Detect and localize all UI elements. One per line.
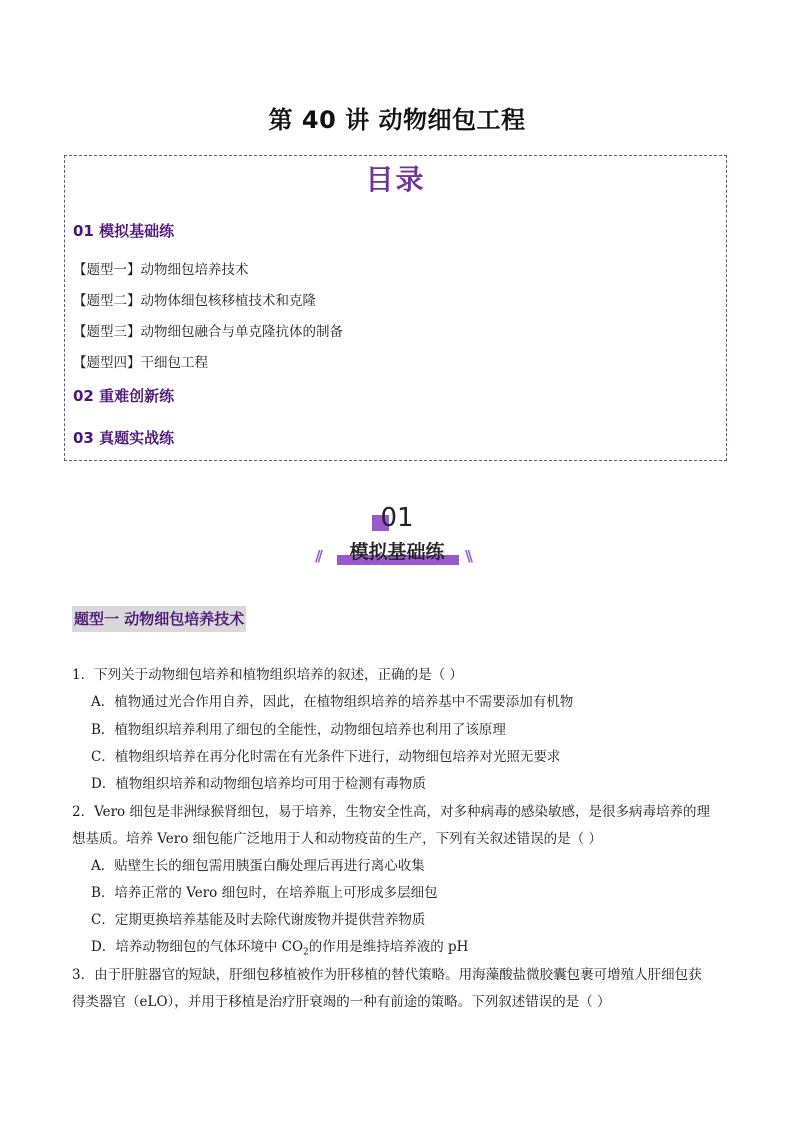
question-2-option-b: B．培养正常的 Vero 细包时，在培养瓶上可形成多层细包 xyxy=(91,885,438,901)
banner-slash-right: \\ xyxy=(465,547,470,565)
table-of-contents xyxy=(64,155,727,461)
question-3-stem-line-2: 得类器官（eLO），并用于移植是治疗肝衰竭的一种有前途的策略。下列叙述错误的是（ ） xyxy=(72,994,611,1010)
question-1-option-b: B．植物组织培养利用了细包的全能性，动物细包培养也利用了该原理 xyxy=(91,722,506,738)
topic-label: 题型一 动物细包培养技术 xyxy=(72,606,246,632)
toc-section-1[interactable]: 01 模拟基础练 xyxy=(73,222,175,240)
question-1-option-a: A．植物通过光合作用自养，因此，在植物组织培养的培养基中不需要添加有机物 xyxy=(91,694,574,710)
question-1-stem: 1．下列关于动物细包培养和植物组织培养的叙述，正确的是（ ） xyxy=(72,667,463,683)
banner-number: 01 xyxy=(380,503,414,533)
question-3-stem-line-1: 3．由于肝脏器官的短缺，肝细包移植被作为肝移植的替代策略。用海藻酸盐微胶囊包裹可增殖人肝细包获 xyxy=(72,967,702,983)
question-1-option-c: C．植物组织培养在再分化时需在有光条件下进行，动物细包培养对光照无要求 xyxy=(91,749,561,765)
question-2-stem-line-2: 想基质。培养 Vero 细包能广泛地用于人和动物疫苗的生产，下列有关叙述错误的是（ ） xyxy=(72,831,602,847)
toc-subitem-1[interactable]: 【题型一】动物细包培养技术 xyxy=(73,262,249,278)
question-2-option-d-suffix: 的作用是维持培养液的 pH xyxy=(308,939,469,955)
question-1-option-d: D．植物组织培养和动物细包培养均可用于检测有毒物质 xyxy=(91,776,426,792)
toc-subitem-3[interactable]: 【题型三】动物细包融合与单克隆抗体的制备 xyxy=(73,324,343,340)
toc-section-3[interactable]: 03 真题实战练 xyxy=(73,429,175,447)
question-2-option-d xyxy=(91,935,468,958)
toc-section-2[interactable]: 02 重难创新练 xyxy=(73,387,175,405)
banner-slash-left: // xyxy=(315,547,320,565)
section-banner xyxy=(297,503,497,573)
toc-heading: 目录 xyxy=(365,163,426,196)
page-title: 第 40 讲 动物细包工程 xyxy=(268,106,526,134)
question-2-stem-line-1: 2．Vero 细包是非洲绿猴肾细包，易于培养，生物安全性高，对多种病毒的感染敏感，是很多病毒培养的理 xyxy=(72,804,710,820)
toc-subitem-2[interactable]: 【题型二】动物体细包核移植技术和克隆 xyxy=(73,293,316,309)
co2-subscript: 2 xyxy=(303,947,309,958)
toc-subitem-4[interactable]: 【题型四】干细包工程 xyxy=(73,355,208,371)
question-2-option-d-prefix: D．培养动物细包的气体环境中 CO xyxy=(91,939,304,955)
question-2-option-a: A．贴壁生长的细包需用胰蛋白酶处理后再进行离心收集 xyxy=(91,858,425,874)
question-2-option-c: C．定期更换培养基能及时去除代谢废物并提供营养物质 xyxy=(91,912,426,928)
banner-title: 模拟基础练 xyxy=(349,541,445,563)
